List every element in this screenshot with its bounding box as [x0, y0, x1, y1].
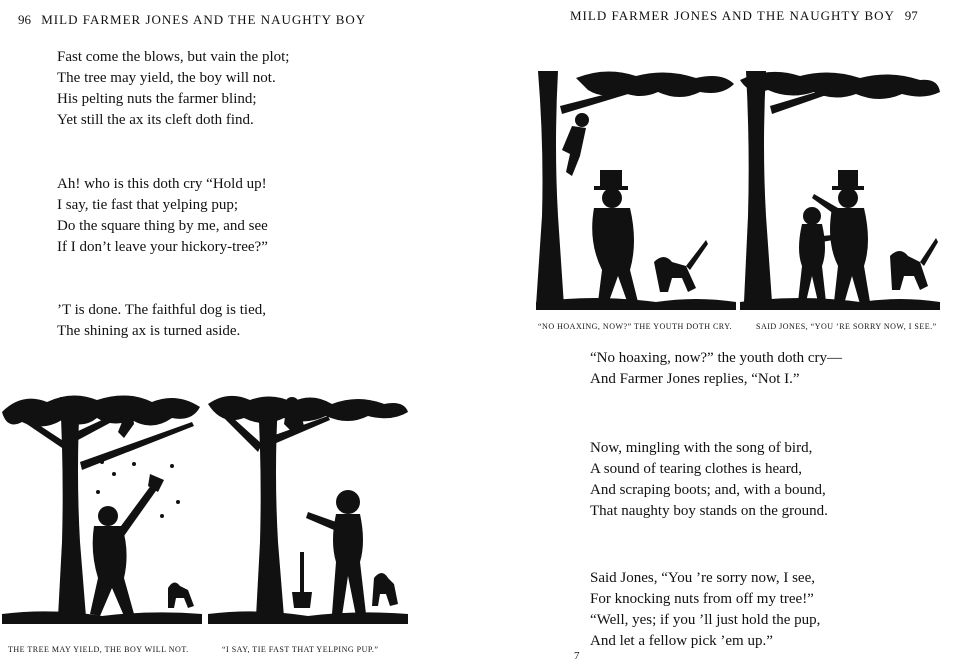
right-page-number: 97 — [904, 8, 918, 23]
verse-line: I say, tie fast that yelping pup; — [57, 197, 239, 213]
right-stanza-2 — [590, 438, 828, 522]
caption-tie-fast-pup: “I SAY, TIE FAST THAT YELPING PUP.” — [222, 645, 379, 654]
silhouette-boy-with-ax-illustration — [208, 392, 408, 624]
left-stanza-3 — [57, 300, 266, 342]
verse-line: His pelting nuts the farmer blind; — [57, 91, 257, 107]
left-running-head-text: MILD FARMER JONES AND THE NAUGHTY BOY — [41, 12, 367, 27]
verse-line: Do the square thing by me, and see — [57, 218, 268, 234]
left-page-number: 96 — [18, 12, 31, 27]
caption-no-hoaxing: “NO HOAXING, NOW?” THE YOUTH DOTH CRY. — [538, 322, 732, 331]
right-running-head — [570, 8, 924, 24]
verse-line: A sound of tearing clothes is heard, — [590, 461, 803, 477]
silhouette-farmer-chopping-illustration — [2, 392, 202, 624]
verse-line: ’T is done. The faithful dog is tied, — [57, 302, 266, 318]
right-running-head-text: MILD FARMER JONES AND THE NAUGHTY BOY — [570, 8, 895, 23]
verse-line: Yet still the ax its cleft doth find. — [57, 112, 254, 128]
left-stanza-2 — [57, 174, 268, 258]
verse-line: And let a fellow pick ’em up.” — [590, 633, 773, 649]
caption-tree-may-yield: THE TREE MAY YIELD, THE BOY WILL NOT. — [8, 645, 189, 654]
verse-line: “No hoaxing, now?” the youth doth cry— — [590, 350, 843, 366]
verse-line: The tree may yield, the boy will not. — [57, 70, 276, 86]
silhouette-no-hoaxing-illustration — [536, 66, 736, 310]
verse-line: If I don’t leave your hickory-tree?” — [57, 239, 268, 255]
right-page — [478, 0, 956, 664]
right-stanza-1 — [590, 348, 842, 390]
left-stanza-1 — [57, 47, 289, 131]
silhouette-said-jones-illustration — [740, 66, 940, 310]
left-running-head — [12, 12, 366, 28]
verse-line: That naughty boy stands on the ground. — [590, 503, 828, 519]
signature-mark: 7 — [574, 650, 580, 662]
verse-line: And Farmer Jones replies, “Not I.” — [590, 371, 800, 387]
verse-line: And scraping boots; and, with a bound, — [590, 482, 826, 498]
verse-line: For knocking nuts from off my tree!” — [590, 591, 814, 607]
verse-line: Ah! who is this doth cry “Hold up! — [57, 176, 267, 192]
verse-line: “Well, yes; if you ’ll just hold the pup, — [590, 612, 821, 628]
verse-line: Fast come the blows, but vain the plot; — [57, 49, 290, 65]
verse-line: Said Jones, “You ’re sorry now, I see, — [590, 570, 815, 586]
caption-said-jones: SAID JONES, “YOU ’RE SORRY NOW, I SEE.” — [756, 322, 937, 331]
verse-line: Now, mingling with the song of bird, — [590, 440, 813, 456]
verse-line: The shining ax is turned aside. — [57, 323, 241, 339]
right-stanza-3 — [590, 568, 820, 652]
